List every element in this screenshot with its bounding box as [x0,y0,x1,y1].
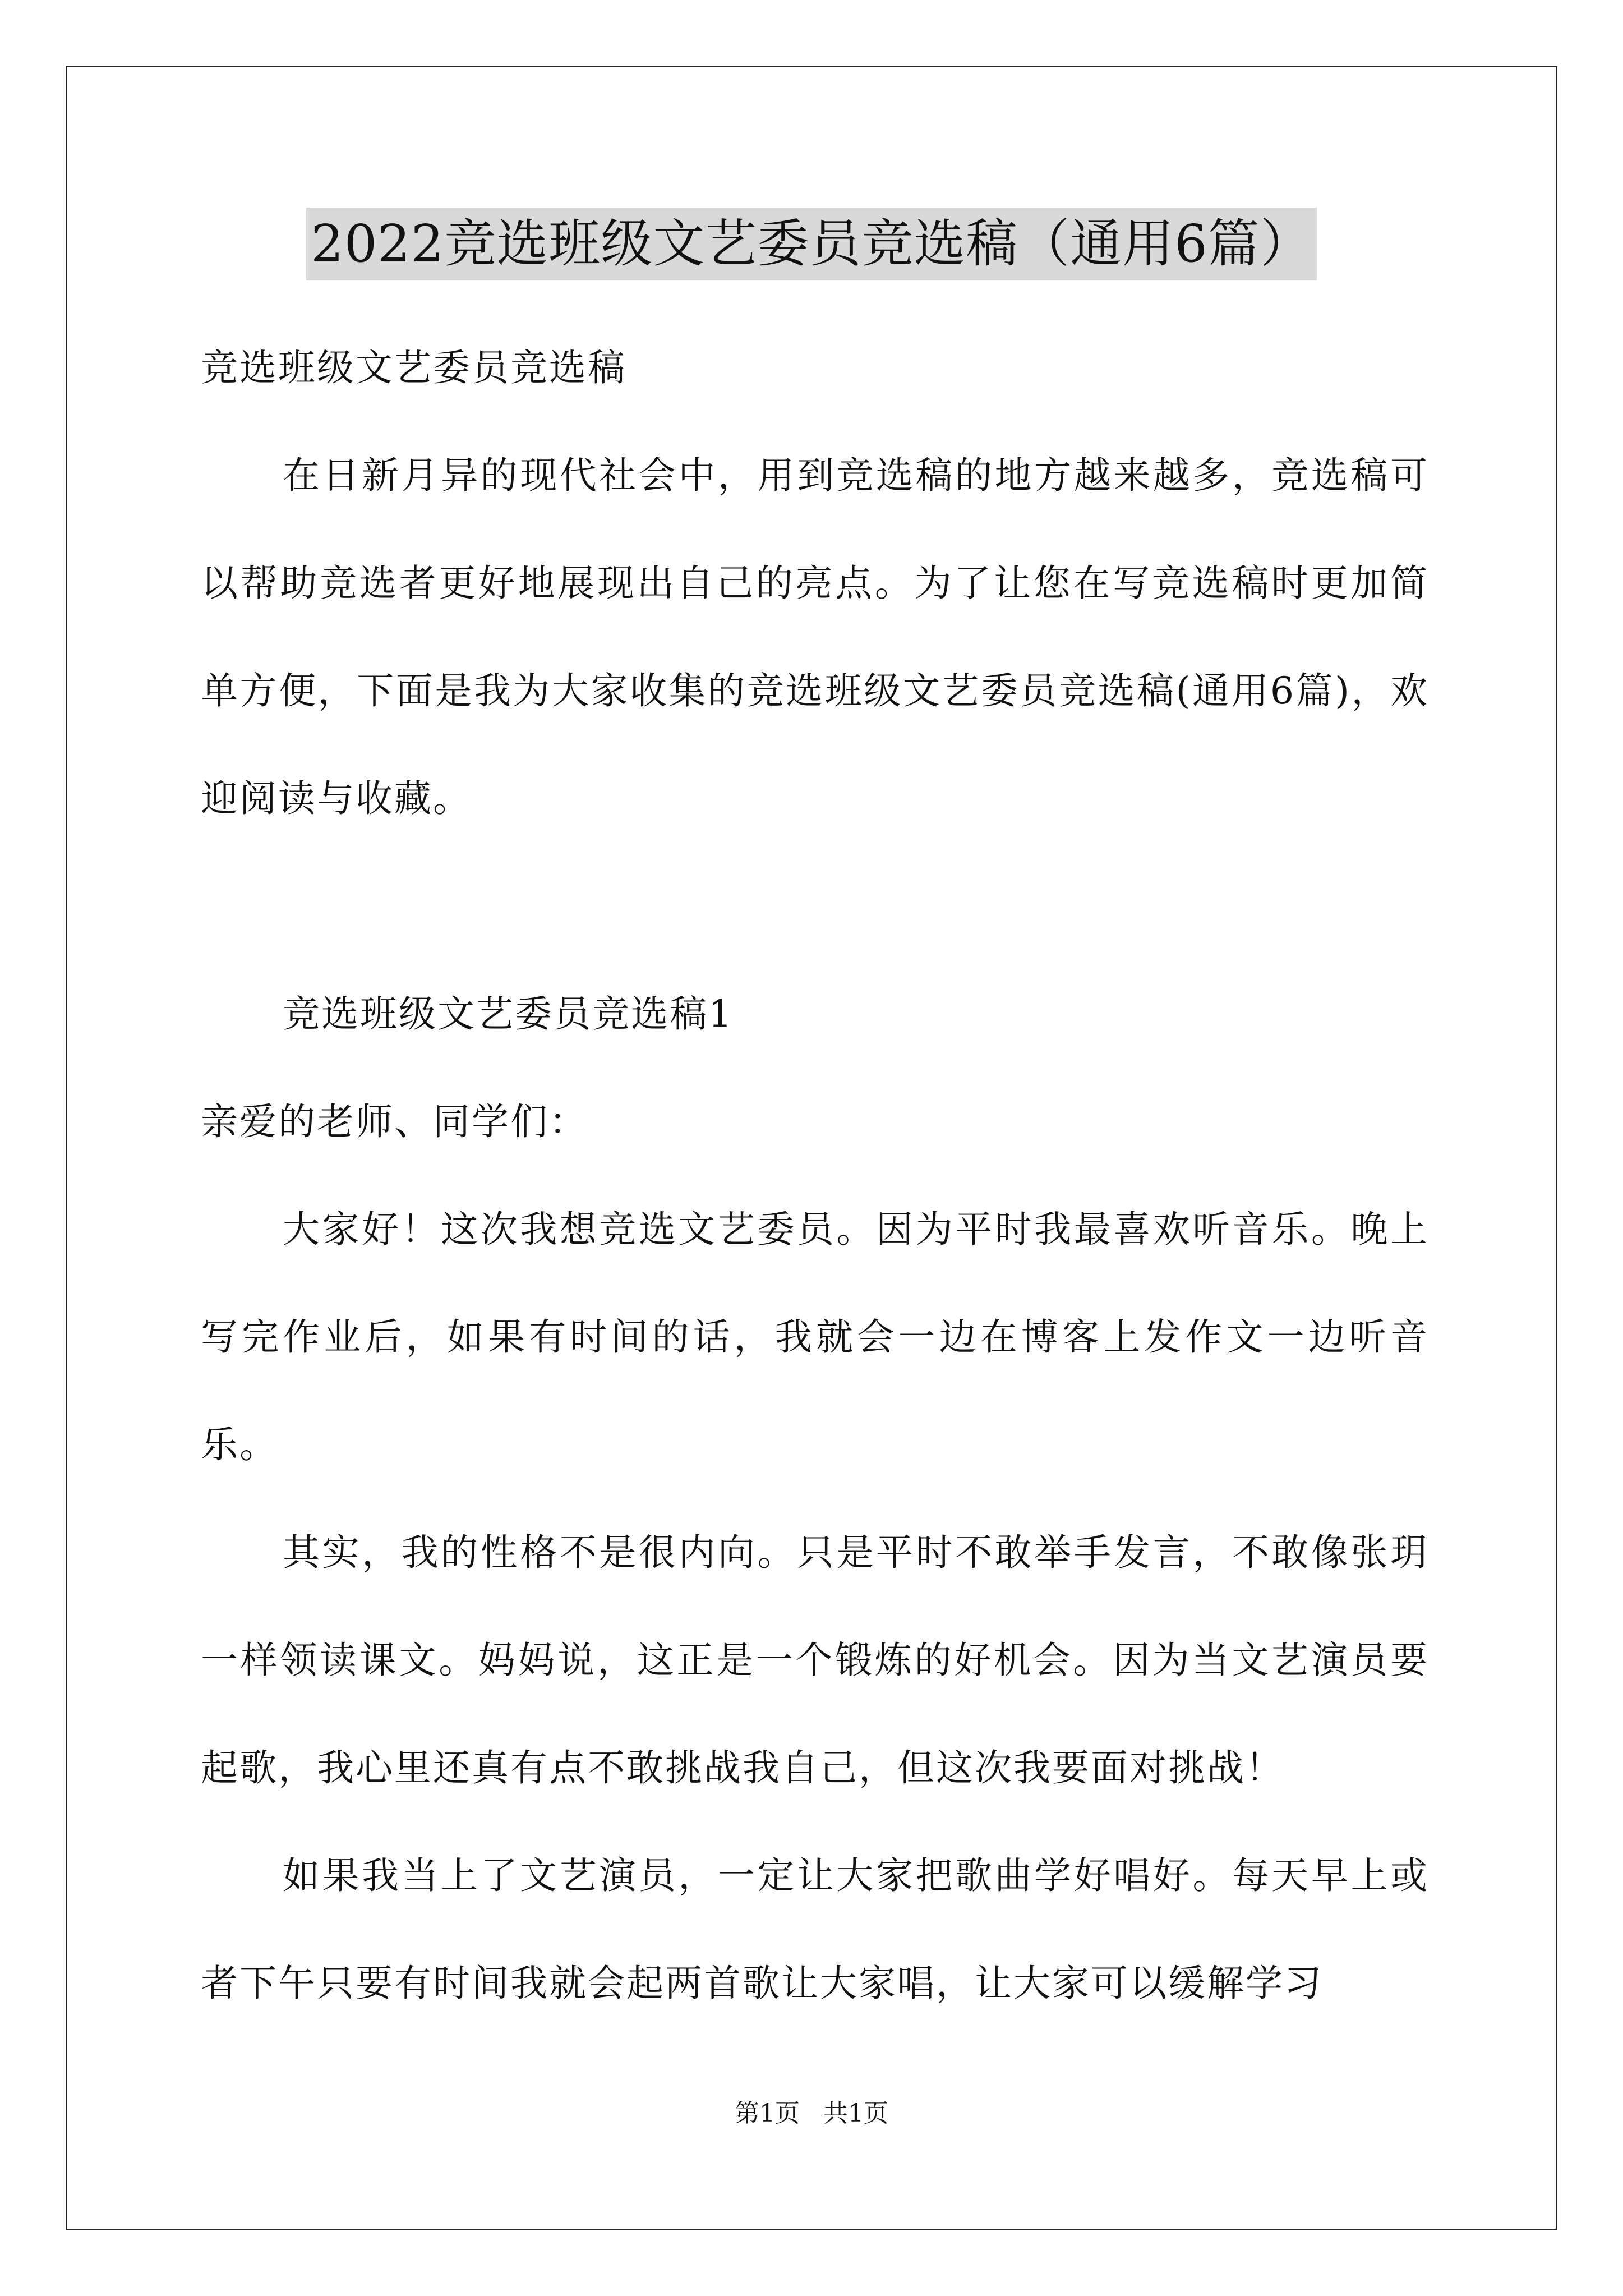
page-footer: 第1页 共1页 [735,2099,888,2128]
intro-paragraph: 在日新月异的现代社会中，用到竞选稿的地方越来越多，竞选稿可以帮助竞选者更好地展现出自己的亮点。为了让您在写竞选稿时更加简单方便，下面是我为大家收集的竞选班级文艺委员竞选稿(通用6篇)，欢迎阅读与收藏。 [201,454,1429,820]
body-paragraph: 如果我当上了文艺演员，一定让大家把歌曲学好唱好。每天早上或者下午只要有时间我就会起两首歌让大家唱，让大家可以缓解学习 [201,1854,1429,2005]
document-subtitle: 竞选班级文艺委员竞选稿 [201,346,626,389]
body-paragraph: 大家好！这次我想竞选文艺委员。因为平时我最喜欢听音乐。晚上写完作业后，如果有时间的话，我就会一边在博客上发作文一边听音乐。 [201,1208,1429,1466]
document-title: 2022竞选班级文艺委员竞选稿（通用6篇） [306,208,1317,280]
body-paragraph: 其实，我的性格不是很内向。只是平时不敢举手发言，不敢像张玥一样领读课文。妈妈说，这正是一个锻炼的好机会。因为当文艺演员要起歌，我心里还真有点不敢挑战我自己，但这次我要面对挑战！ [201,1531,1429,1789]
section-heading: 竞选班级文艺委员竞选稿1 [283,992,734,1036]
paragraph-spacer [201,853,1429,960]
document-body [201,314,1429,2037]
title-container [0,208,1623,280]
greeting-line: 亲爱的老师、同学们： [201,1100,588,1143]
